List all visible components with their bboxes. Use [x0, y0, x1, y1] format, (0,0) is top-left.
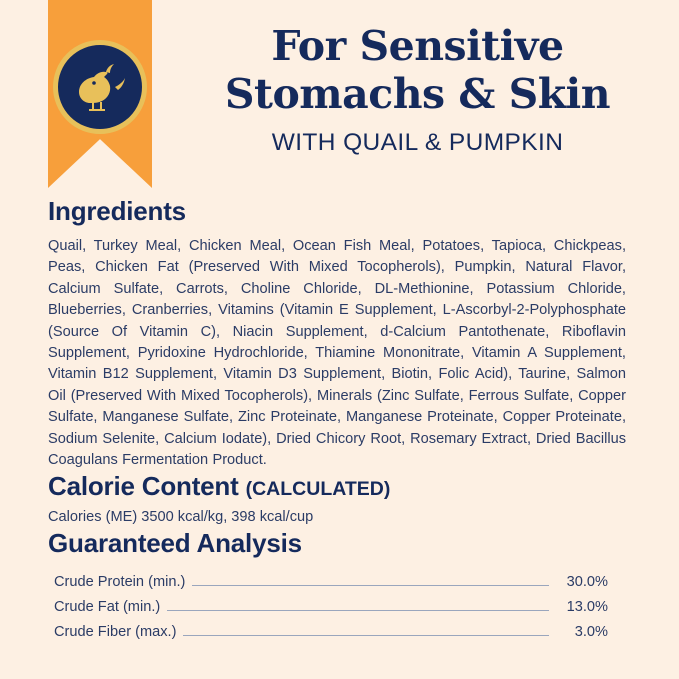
nutrient-label: Crude Fat (min.)	[54, 599, 161, 616]
nutrient-value: 30.0%	[566, 574, 608, 591]
product-info-panel	[0, 196, 679, 642]
ingredients-heading: Ingredients	[48, 196, 186, 226]
calorie-content-heading	[48, 471, 631, 502]
table-row	[48, 617, 608, 642]
table-row	[48, 567, 608, 592]
guaranteed-analysis-table	[48, 567, 608, 642]
product-header	[0, 0, 679, 196]
leader-line	[167, 609, 549, 611]
nutrient-label: Crude Protein (min.)	[54, 574, 186, 591]
nutrient-value: 13.0%	[566, 599, 608, 616]
calorie-content-heading-main: Calorie Content	[48, 471, 239, 502]
nutrient-label: Crude Fiber (max.)	[54, 624, 177, 641]
product-subtitle: WITH QUAIL & PUMPKIN	[271, 129, 564, 156]
title-line-2: Stomachs & Skin	[224, 70, 611, 118]
ingredients-text: Quail, Turkey Meal, Chicken Meal, Ocean Fish Meal, Potatoes, Tapioca, Chickpeas, Peas, Chicken Fat (Preserved With Mixed Tocopherols), Pumpkin, Natural Flavor, Calcium Sulfate, Carrots, Choline Chloride, DL-Methionine, Potassium Chloride, Blueberries, Cranberries, Vitamins (Vitamin E Supplement, L-Ascorbyl-2-Polyphosphate (Source Of Vitamin C), Niacin Supplement, d-Calcium Pantothenate, Riboflavin Supplement, Pyridoxine Hydrochloride, Thiamine Mononitrate, Vitamin A Supplement, Vitamin B12 Supplement, Vitamin D3 Supplement, Biotin, Folic Acid), Taurine, Salmon Oil (Preserved With Mixed Tocopherols), Minerals (Zinc Sulfate, Ferrous Sulfate, Copper Sulfate, Manganese Sulfate, Zinc Proteinate, Manganese Proteinate, Copper Proteinate, Sodium Selenite, Calcium Iodate), Dried Chicory Root, Rosemary Extract, Dried Bacillus Coagulans Fermentation Product.	[48, 238, 626, 469]
guaranteed-analysis-heading: Guaranteed Analysis	[48, 528, 302, 559]
nutrient-value: 3.0%	[574, 624, 608, 641]
calorie-content-text: Calories (ME) 3500 kcal/kg, 398 kcal/cup	[48, 509, 314, 526]
title-line-1: For Sensitive	[271, 22, 564, 70]
quail-bird-icon	[70, 57, 130, 117]
table-row	[48, 592, 608, 617]
leader-line	[192, 584, 549, 586]
quail-badge	[53, 40, 147, 134]
header-text-block	[170, 22, 665, 157]
calorie-content-heading-qualifier: (CALCULATED)	[245, 478, 391, 501]
leader-line	[183, 634, 549, 636]
